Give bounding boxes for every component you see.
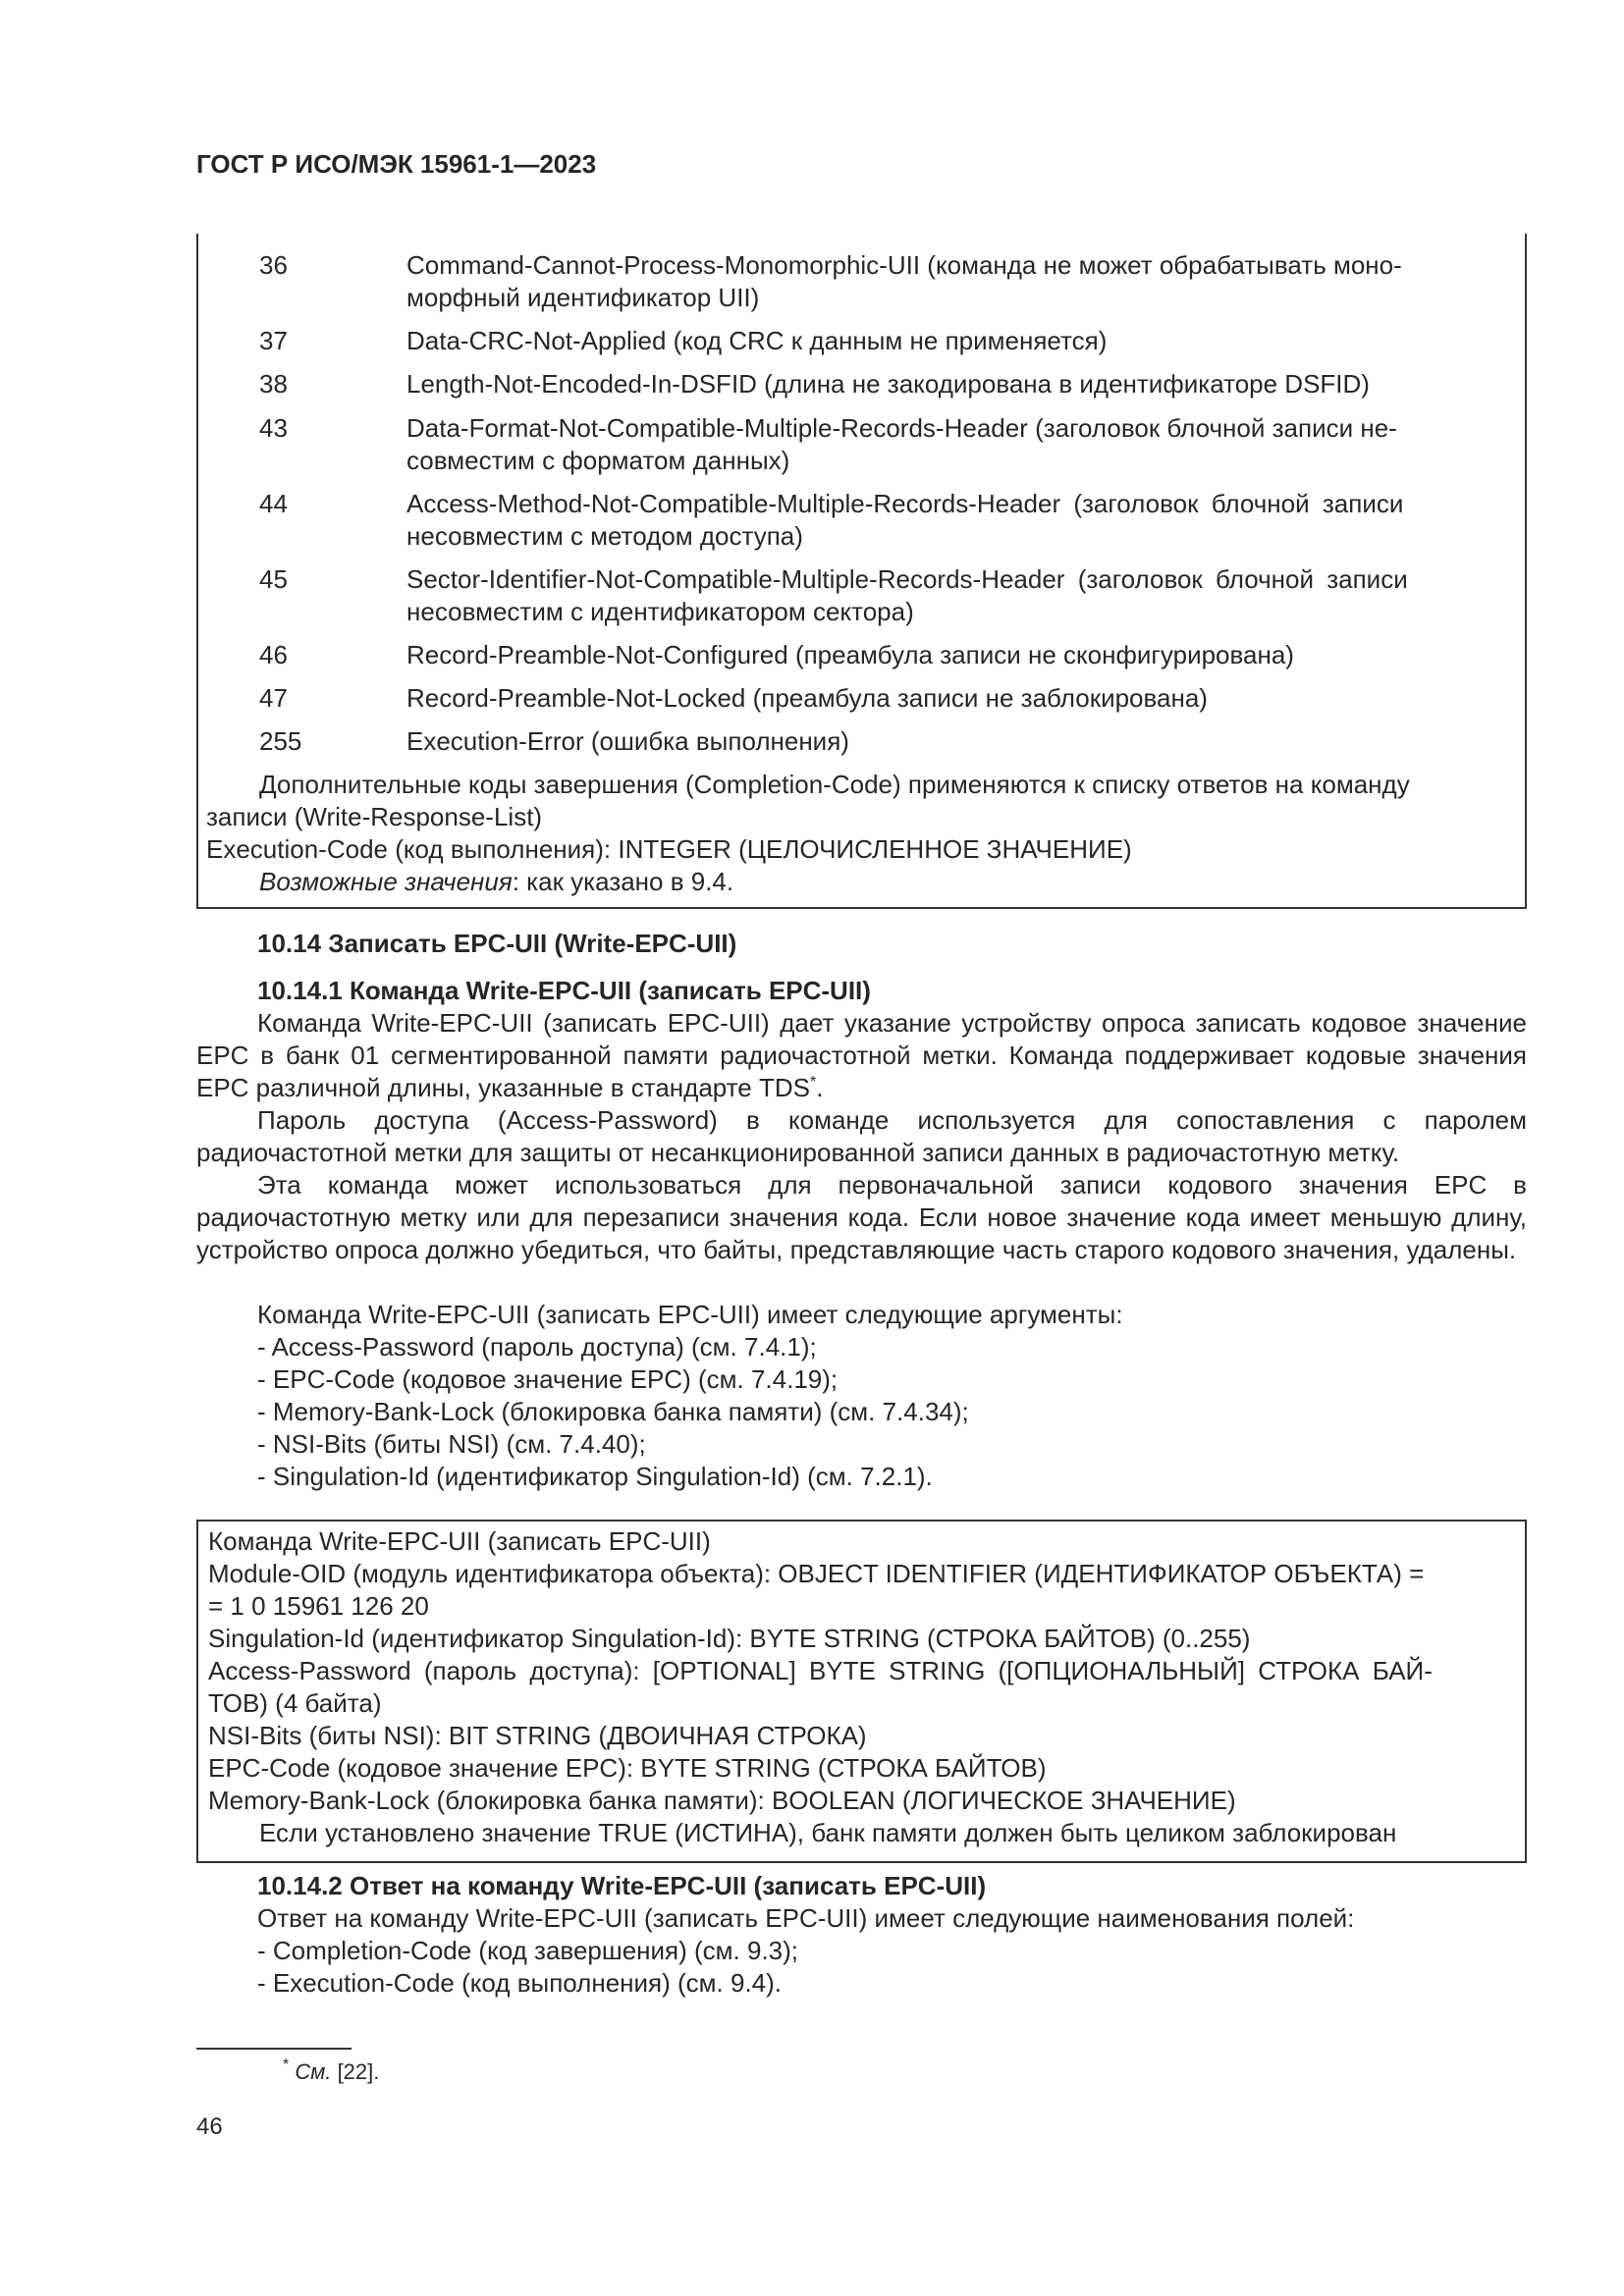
- paragraph: Эта команда может использоваться для первоначальной записи кодового значения EPC в радиочастотную метку или для перезаписи значения кода. Если новое значение кода имеет меньшую длину, устройство опроса должно убедиться, что байты, представляющие часть старого кодового значения, удалены.: [196, 1170, 1527, 1264]
- code-description: Execution-Error (ошибка выполнения): [406, 726, 849, 756]
- footnote-separator: [196, 2048, 352, 2050]
- paragraph: Команда Write-EPC-UII (записать EPC-UII) дает указание устройству опроса записать кодовое значение EPC в банк 01 сегментированной памяти радиочастотной метки. Команда поддерживает кодовые значения EPC различной длины, указанные в стандарте TDS*.: [196, 1008, 1527, 1102]
- code-number: 46: [259, 640, 288, 669]
- footnote: * См. [22].: [283, 2056, 380, 2084]
- paragraph: Пароль доступа (Access-Password) в команде используется для сопоставления с паролем радиочастотной метки для защиты от несанкционированной записи данных в радиочастотную метку.: [196, 1105, 1527, 1167]
- code-number: 38: [259, 369, 288, 399]
- section-heading: 10.14 Записать EPC-UII (Write-EPC-UII): [257, 929, 737, 958]
- code-description: Record-Preamble-Not-Configured (преамбула записи не сконфигурирована): [406, 640, 1294, 669]
- document-header: ГОСТ Р ИСО/МЭК 15961-1—2023: [196, 149, 597, 179]
- code-description-cont: морфный идентификатор UII): [406, 283, 760, 312]
- code-description: Command-Cannot-Process-Monomorphic-UII (команда не может обрабатывать моно-: [406, 250, 1402, 280]
- list-item: - Execution-Code (код выполнения) (см. 9.4).: [257, 1968, 783, 1998]
- subsection-heading: 10.14.2 Ответ на команду Write-EPC-UII (записать EPC-UII): [257, 1871, 987, 1900]
- page-number: 46: [196, 2113, 223, 2140]
- footnote-marker: *: [283, 2056, 290, 2073]
- definition-line: Команда Write-EPC-UII (записать EPC-UII): [208, 1526, 711, 1556]
- code-number: 44: [259, 489, 288, 518]
- code-number: 36: [259, 250, 288, 280]
- list-item: - Completion-Code (код завершения) (см. 9.3);: [257, 1936, 799, 1965]
- definition-line: Singulation-Id (идентификатор Singulation-Id): BYTE STRING (СТРОКА БАЙТОВ) (0..255): [208, 1624, 1251, 1653]
- code-number: 37: [259, 326, 288, 355]
- footnote-marker: *: [809, 1074, 817, 1091]
- code-number: 45: [259, 564, 288, 594]
- definition-line: Memory-Bank-Lock (блокировка банка памяти): BOOLEAN (ЛОГИЧЕСКОЕ ЗНАЧЕНИЕ): [208, 1786, 1236, 1815]
- subsection-heading: 10.14.1 Команда Write-EPC-UII (записать EPC-UII): [257, 976, 871, 1005]
- code-number: 47: [259, 683, 288, 713]
- list-item: - Memory-Bank-Lock (блокировка банка памяти) (см. 7.4.34);: [257, 1397, 969, 1426]
- code-description: Data-CRC-Not-Applied (код CRC к данным не применяется): [406, 326, 1108, 355]
- code-description: Record-Preamble-Not-Locked (преамбула записи не заблокирована): [406, 683, 1208, 713]
- paragraph: Ответ на команду Write-EPC-UII (записать EPC-UII) имеет следующие наименования полей:: [257, 1903, 1355, 1933]
- definition-line: Access-Password (пароль доступа): [OPTIONAL] BYTE STRING ([ОПЦИОНАЛЬНЫЙ] СТРОКА БАЙ-: [208, 1656, 1433, 1685]
- possible-values-line: [259, 866, 733, 898]
- code-description: Length-Not-Encoded-In-DSFID (длина не закодирована в идентификаторе DSFID): [406, 369, 1370, 399]
- list-item: - Access-Password (пароль доступа) (см. 7.4.1);: [257, 1332, 817, 1362]
- arguments-intro: Команда Write-EPC-UII (записать EPC-UII) имеет следующие аргументы:: [257, 1300, 1123, 1329]
- extra-codes-note: Дополнительные коды завершения (Completion-Code) применяются к списку ответов на команду: [259, 770, 1410, 799]
- definition-line: Module-OID (модуль идентификатора объекта): OBJECT IDENTIFIER (ИДЕНТИФИКАТОР ОБЪЕКТА) =: [208, 1559, 1425, 1588]
- list-item: - EPC-Code (кодовое значение EPC) (см. 7.4.19);: [257, 1364, 839, 1394]
- definition-line: NSI-Bits (биты NSI): BIT STRING (ДВОИЧНАЯ СТРОКА): [208, 1721, 867, 1750]
- list-item: - NSI-Bits (биты NSI) (см. 7.4.40);: [257, 1429, 646, 1459]
- command-definition-box: [196, 1520, 1527, 1863]
- definition-line: Если установлено значение TRUE (ИСТИНА), банк памяти должен быть целиком заблокирован: [259, 1818, 1397, 1847]
- possible-values-text: : как указано в 9.4.: [512, 867, 734, 896]
- definition-line: = 1 0 15961 126 20: [208, 1591, 429, 1621]
- list-item: - Singulation-Id (идентификатор Singulation-Id) (см. 7.2.1).: [257, 1462, 933, 1491]
- code-description: Access-Method-Not-Compatible-Multiple-Records-Header (заголовок блочной записи: [406, 489, 1404, 518]
- definition-line: EPC-Code (кодовое значение EPC): BYTE STRING (СТРОКА БАЙТОВ): [208, 1753, 1047, 1783]
- definition-line: ТОВ) (4 байта): [208, 1688, 382, 1718]
- code-description: Data-Format-Not-Compatible-Multiple-Records-Header (заголовок блочной записи не-: [406, 413, 1397, 443]
- completion-codes-box: [196, 234, 1527, 909]
- execution-code-definition: Execution-Code (код выполнения): INTEGER (ЦЕЛОЧИСЛЕННОЕ ЗНАЧЕНИЕ): [206, 834, 1132, 864]
- possible-values-label: Возможные значения: [259, 867, 513, 896]
- code-description: Sector-Identifier-Not-Compatible-Multiple-Records-Header (заголовок блочной записи: [406, 564, 1408, 594]
- code-description-cont: совместим с форматом данных): [406, 446, 790, 475]
- extra-codes-note-cont: записи (Write-Response-List): [206, 802, 543, 831]
- code-description-cont: несовместим с идентификатором сектора): [406, 597, 914, 626]
- code-number: 255: [259, 726, 302, 756]
- code-number: 43: [259, 413, 288, 443]
- code-description-cont: несовместим с методом доступа): [406, 521, 803, 551]
